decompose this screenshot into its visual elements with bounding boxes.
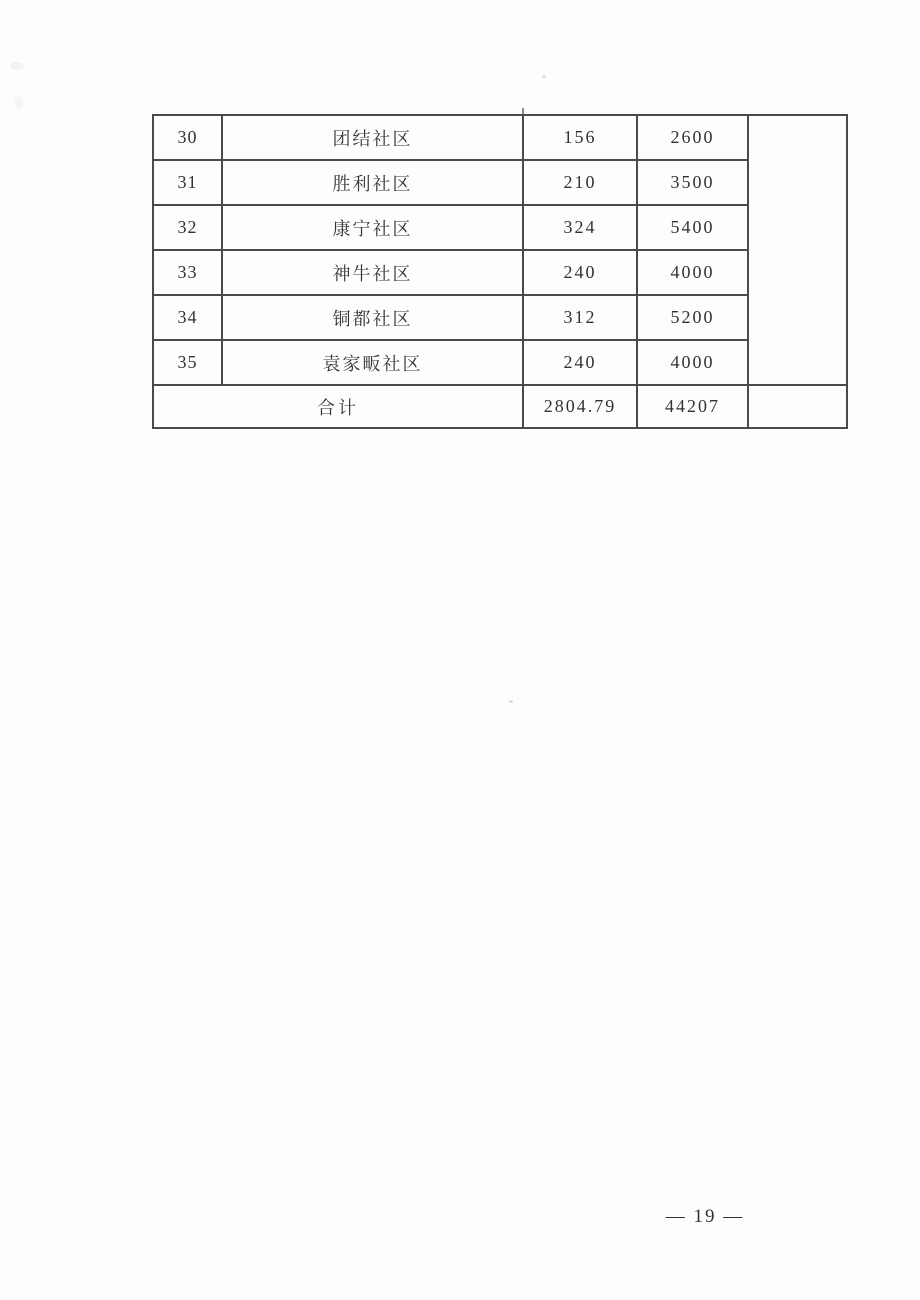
value1-cell: 156 (523, 115, 637, 160)
community-name-cell: 胜利社区 (222, 160, 523, 205)
row-number-cell: 35 (153, 340, 222, 385)
value2-cell: 4000 (637, 250, 748, 295)
table-row (153, 160, 847, 205)
row-number-cell: 32 (153, 205, 222, 250)
table-row (153, 295, 847, 340)
community-name-cell: 神牛社区 (222, 250, 523, 295)
value1-cell: 240 (523, 340, 637, 385)
scan-speck (509, 700, 513, 703)
row-number-cell: 31 (153, 160, 222, 205)
total-remarks-cell (748, 385, 847, 428)
community-name-cell: 团结社区 (222, 115, 523, 160)
table-row (153, 115, 847, 160)
table-row (153, 250, 847, 295)
total-label-cell: 合计 (153, 385, 523, 428)
value1-cell: 240 (523, 250, 637, 295)
community-table (152, 114, 848, 429)
total-row (153, 385, 847, 428)
value1-cell: 210 (523, 160, 637, 205)
value2-cell: 5200 (637, 295, 748, 340)
scan-speck (10, 62, 24, 70)
table-row (153, 205, 847, 250)
total-value1-cell: 2804.79 (523, 385, 637, 428)
total-value2-cell: 44207 (637, 385, 748, 428)
value2-cell: 3500 (637, 160, 748, 205)
community-name-cell: 袁家畈社区 (222, 340, 523, 385)
community-name-cell: 铜都社区 (222, 295, 523, 340)
value2-cell: 2600 (637, 115, 748, 160)
remarks-cell (748, 115, 847, 385)
scan-speck (14, 96, 24, 108)
row-number-cell: 30 (153, 115, 222, 160)
value1-cell: 324 (523, 205, 637, 250)
community-name-cell: 康宁社区 (222, 205, 523, 250)
value2-cell: 5400 (637, 205, 748, 250)
row-number-cell: 33 (153, 250, 222, 295)
value2-cell: 4000 (637, 340, 748, 385)
page-number: — 19 — (665, 1206, 745, 1227)
value1-cell: 312 (523, 295, 637, 340)
scan-speck (542, 75, 546, 78)
table-row (153, 340, 847, 385)
row-number-cell: 34 (153, 295, 222, 340)
